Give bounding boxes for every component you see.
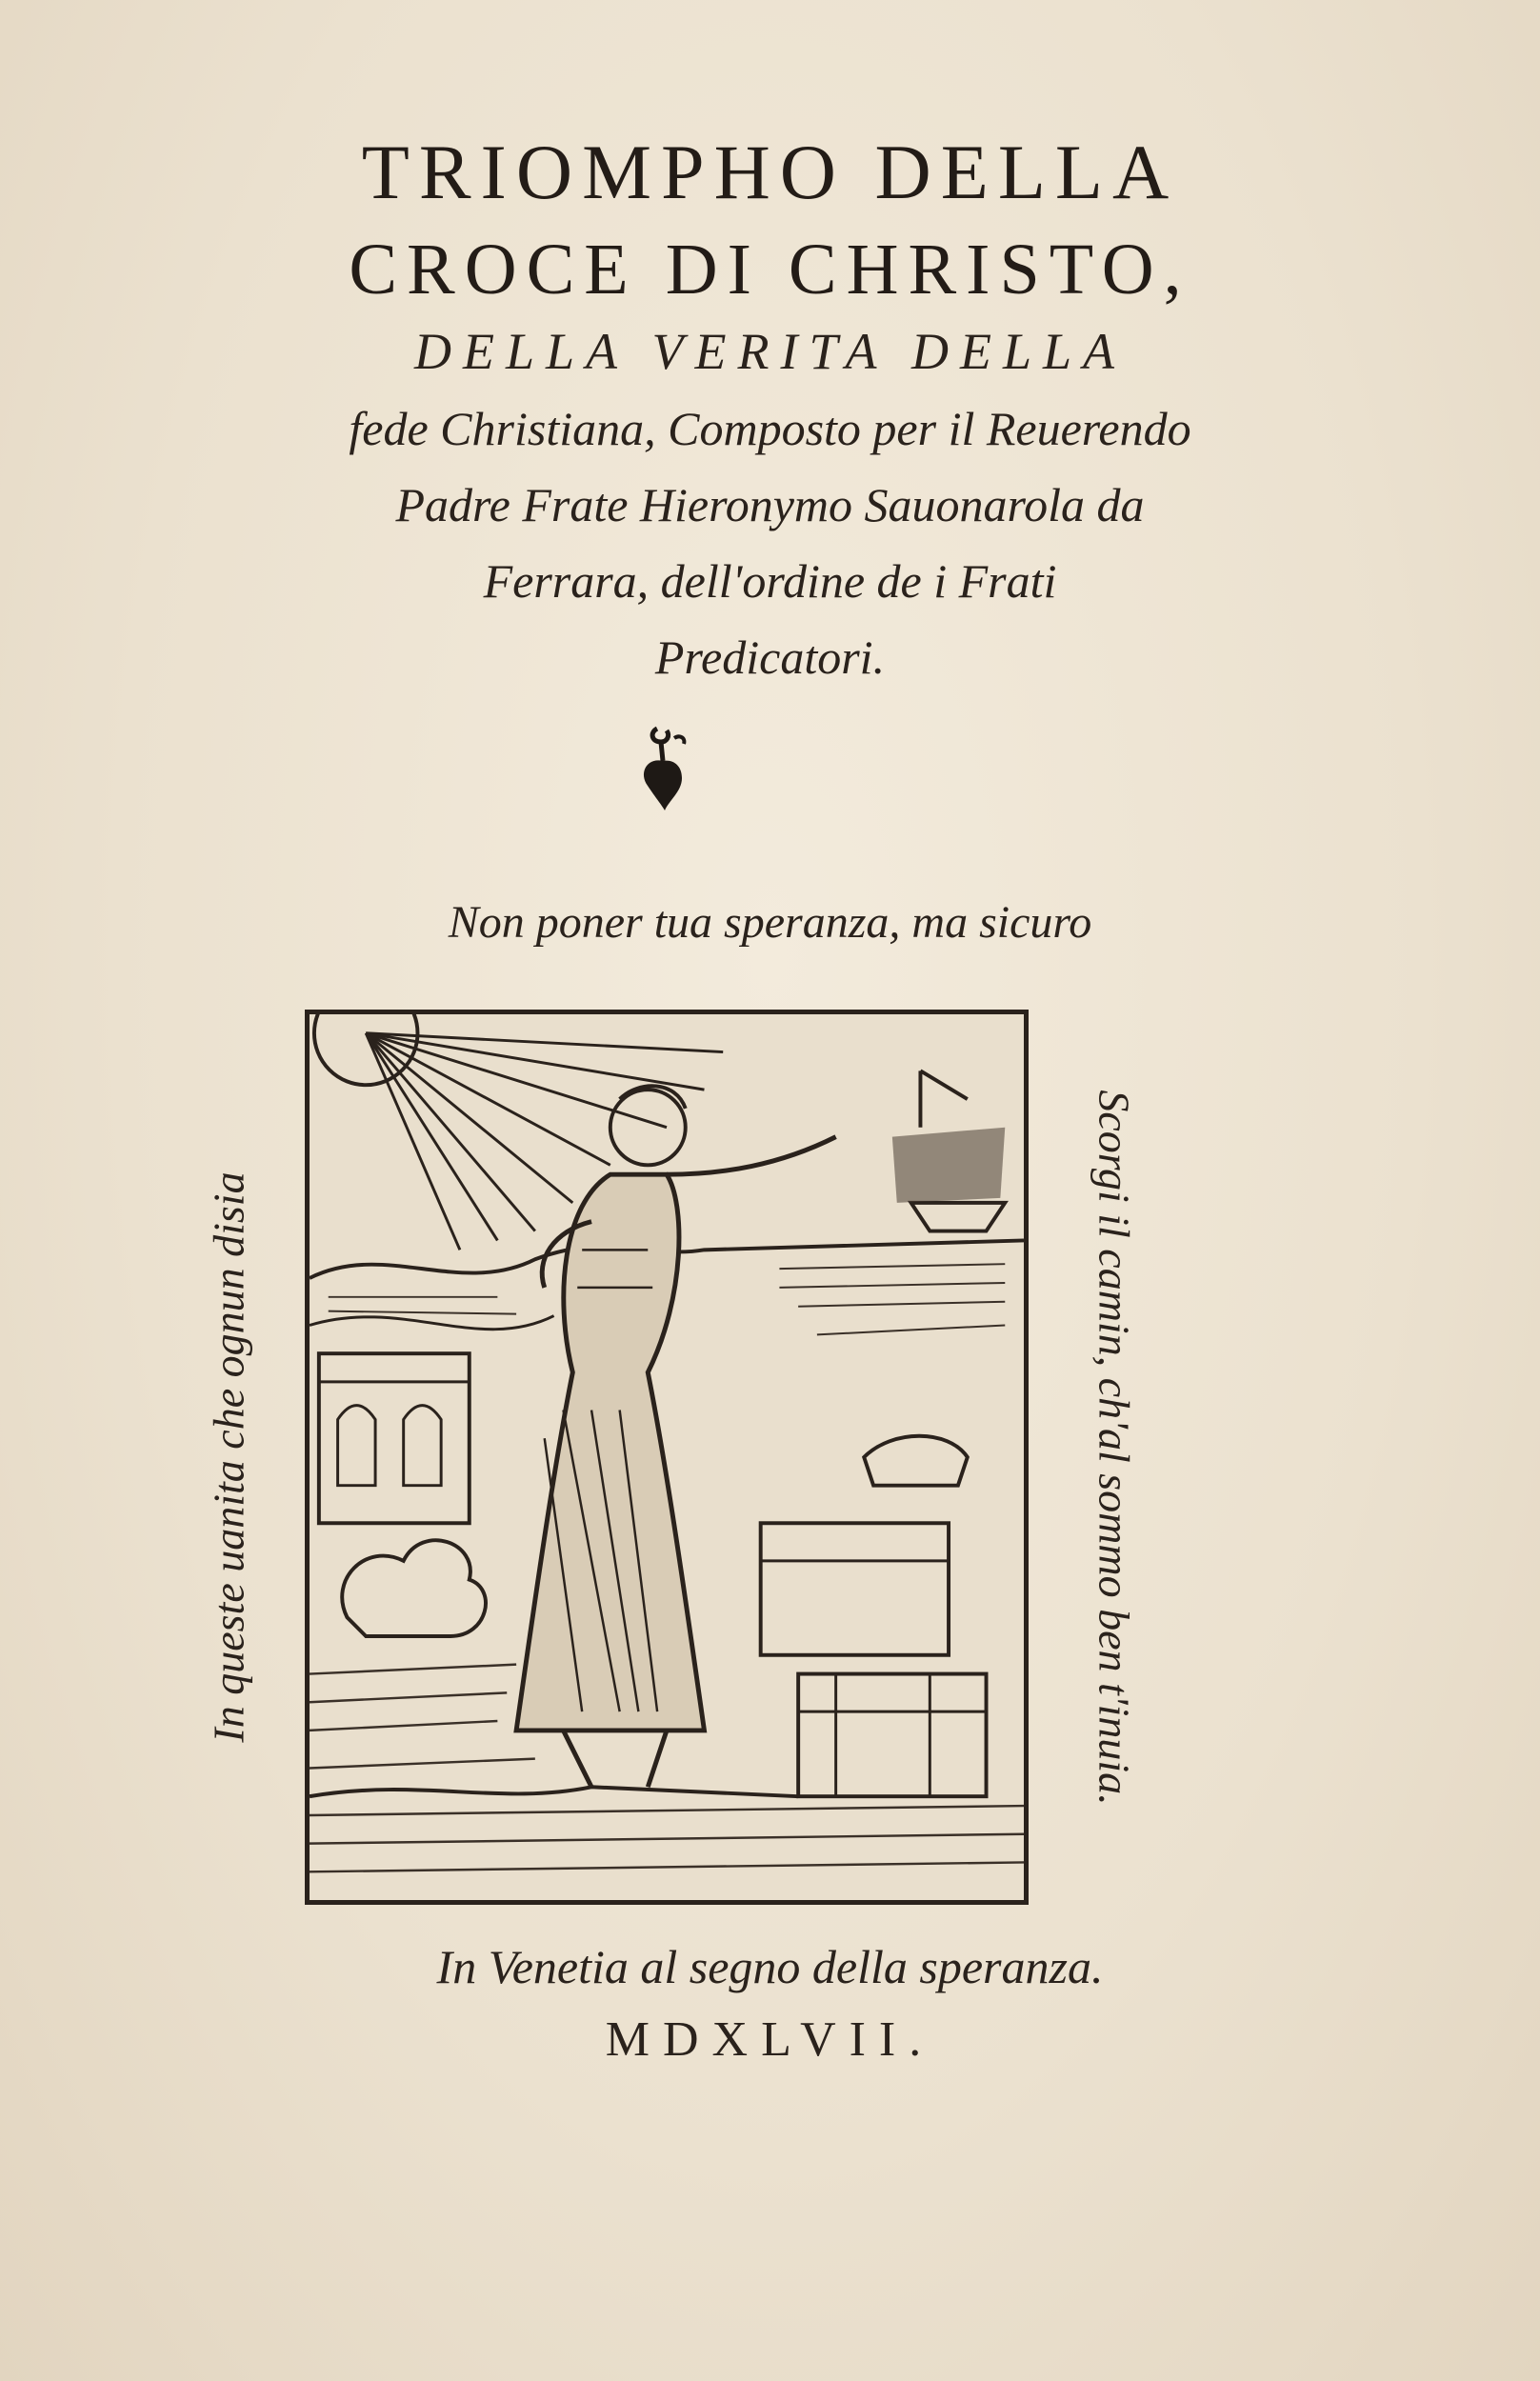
title-line-5: Padre Frate Hieronymo Sauonarola da — [395, 478, 1145, 531]
date: MDXLVII. — [605, 2012, 935, 2067]
motto-right-text: Scorgi il camin, ch'al sommo ben t'inuia. — [1090, 1090, 1139, 1806]
motto-top: Non poner tua speranza, ma sicuro — [448, 897, 1092, 948]
title-line-3: DELLA VERITA DELLA — [413, 323, 1127, 380]
title-line-4: fede Christiana, Composto per il Reuerendo — [349, 402, 1191, 455]
hedera-leaf-icon — [629, 719, 695, 814]
title-line-2: CROCE DI CHRISTO, — [349, 230, 1191, 310]
imprint: In Venetia al segno della speranza. — [436, 1940, 1104, 1993]
title-line-1: TRIOMPHO DELLA — [361, 129, 1179, 215]
motto-left-text: In queste uanita che ognun disia — [204, 1171, 253, 1743]
title-line-6: Ferrara, dell'ordine de i Frati — [483, 554, 1057, 608]
hope-allegory-woodcut — [305, 1010, 1029, 1905]
title-line-7: Predicatori. — [654, 630, 886, 684]
